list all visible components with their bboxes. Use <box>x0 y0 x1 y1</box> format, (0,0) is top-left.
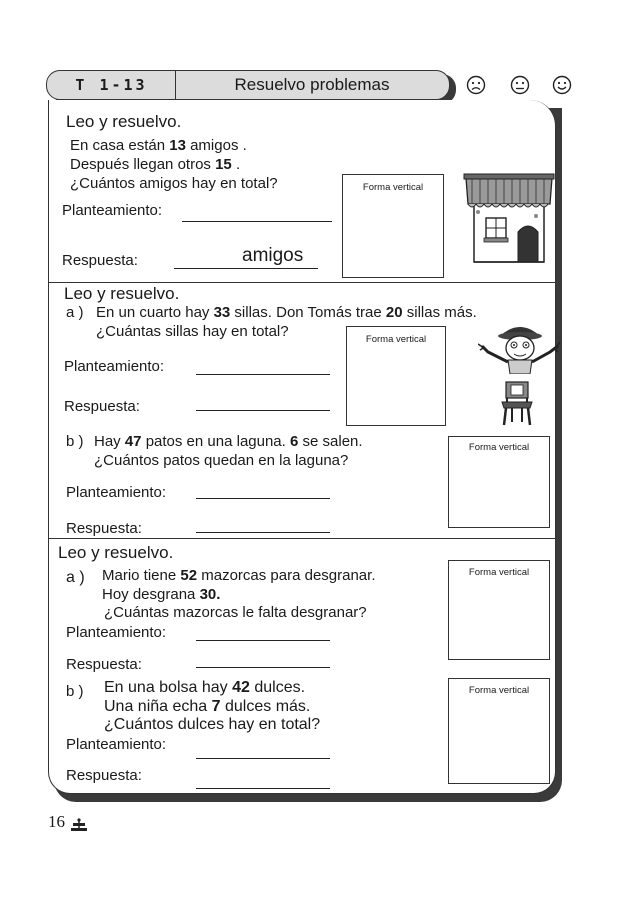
section2-title: Leo y resuelvo. <box>64 284 180 303</box>
section2b-respuesta-label: Respuesta: <box>66 520 142 537</box>
page-number: 16 <box>48 812 65 831</box>
section3a-marker: a ) <box>66 569 85 586</box>
section2b-box-label: Forma vertical <box>468 442 530 453</box>
section3a-planteamiento-label: Planteamiento: <box>66 624 167 641</box>
section3b-vertical-box[interactable] <box>448 678 550 784</box>
section3a-vertical-box[interactable] <box>448 560 550 660</box>
neutral-face-icon[interactable] <box>510 75 530 95</box>
section1-planteamiento-label: Planteamiento: <box>62 202 163 219</box>
happy-face-icon[interactable] <box>552 75 572 95</box>
house-illustration <box>462 170 556 266</box>
section3a-question: ¿Cuántas mazorcas le falta desgranar? <box>104 604 367 621</box>
section1-vertical-box[interactable] <box>342 174 444 278</box>
section1-answer-unit: amigos <box>242 245 304 266</box>
section2a-line1: En un cuarto hay 33 sillas. Don Tomás trae 20 sillas más. <box>96 304 477 321</box>
section3a-respuesta-label: Respuesta: <box>66 656 142 673</box>
section2a-question: ¿Cuántas sillas hay en total? <box>96 323 289 340</box>
section3a-line1: Mario tiene 52 mazorcas para desgranar. <box>102 567 376 584</box>
section2b-planteamiento-line[interactable] <box>196 498 330 499</box>
section3b-box-label: Forma vertical <box>468 685 530 696</box>
page-title: Resuelvo problemas <box>234 75 390 94</box>
section3-title: Leo y resuelvo. <box>58 543 174 562</box>
section2b-planteamiento-label: Planteamiento: <box>66 484 167 501</box>
section3a-respuesta-line[interactable] <box>196 667 330 668</box>
section3b-planteamiento-label: Planteamiento: <box>66 736 167 753</box>
section2b-respuesta-line[interactable] <box>196 532 330 533</box>
section3b-marker: b ) <box>66 683 84 700</box>
section-divider <box>49 282 555 283</box>
sad-face-icon[interactable] <box>466 75 486 95</box>
section3b-line1: En una bolsa hay 42 dulces. <box>104 679 306 696</box>
section3a-box-label: Forma vertical <box>468 567 530 578</box>
section2a-planteamiento-line[interactable] <box>196 374 330 375</box>
section-divider <box>49 538 555 539</box>
section1-question: ¿Cuántos amigos hay en total? <box>70 175 278 192</box>
section3b-respuesta-line[interactable] <box>196 788 330 789</box>
lesson-code: T 1-13 <box>48 71 176 99</box>
chair-illustration <box>500 380 534 426</box>
section1-respuesta-label: Respuesta: <box>62 252 138 269</box>
section3a-planteamiento-line[interactable] <box>196 640 330 641</box>
section2b-question: ¿Cuántos patos quedan en la laguna? <box>94 452 349 469</box>
section2b-marker: b ) <box>66 433 84 450</box>
section1-planteamiento-line[interactable] <box>182 221 332 222</box>
section1-line1: En casa están 13 amigos . <box>70 137 247 154</box>
section3b-question: ¿Cuántos dulces hay en total? <box>104 716 321 733</box>
section2a-vertical-box[interactable] <box>346 326 446 426</box>
section1-respuesta-line[interactable] <box>174 268 318 269</box>
section3b-planteamiento-line[interactable] <box>196 758 330 759</box>
section2a-planteamiento-label: Planteamiento: <box>64 358 165 375</box>
section3a-line2: Hoy desgrana 30. <box>102 586 221 603</box>
section3b-line2: Una niña echa 7 dulces más. <box>104 698 311 715</box>
boy-illustration <box>478 318 562 374</box>
section1-title: Leo y resuelvo. <box>66 112 182 131</box>
section1-line2: Después llegan otros 15 . <box>70 156 241 173</box>
section3b-respuesta-label: Respuesta: <box>66 767 142 784</box>
section2a-marker: a ) <box>66 304 84 321</box>
section2a-respuesta-line[interactable] <box>196 410 330 411</box>
abacus-icon <box>70 818 88 832</box>
section2b-vertical-box[interactable] <box>448 436 550 528</box>
section2a-box-label: Forma vertical <box>365 334 427 345</box>
section2b-line1: Hay 47 patos en una laguna. 6 se salen. <box>94 433 363 450</box>
section1-box-label: Forma vertical <box>362 182 424 193</box>
section2a-respuesta-label: Respuesta: <box>64 398 140 415</box>
